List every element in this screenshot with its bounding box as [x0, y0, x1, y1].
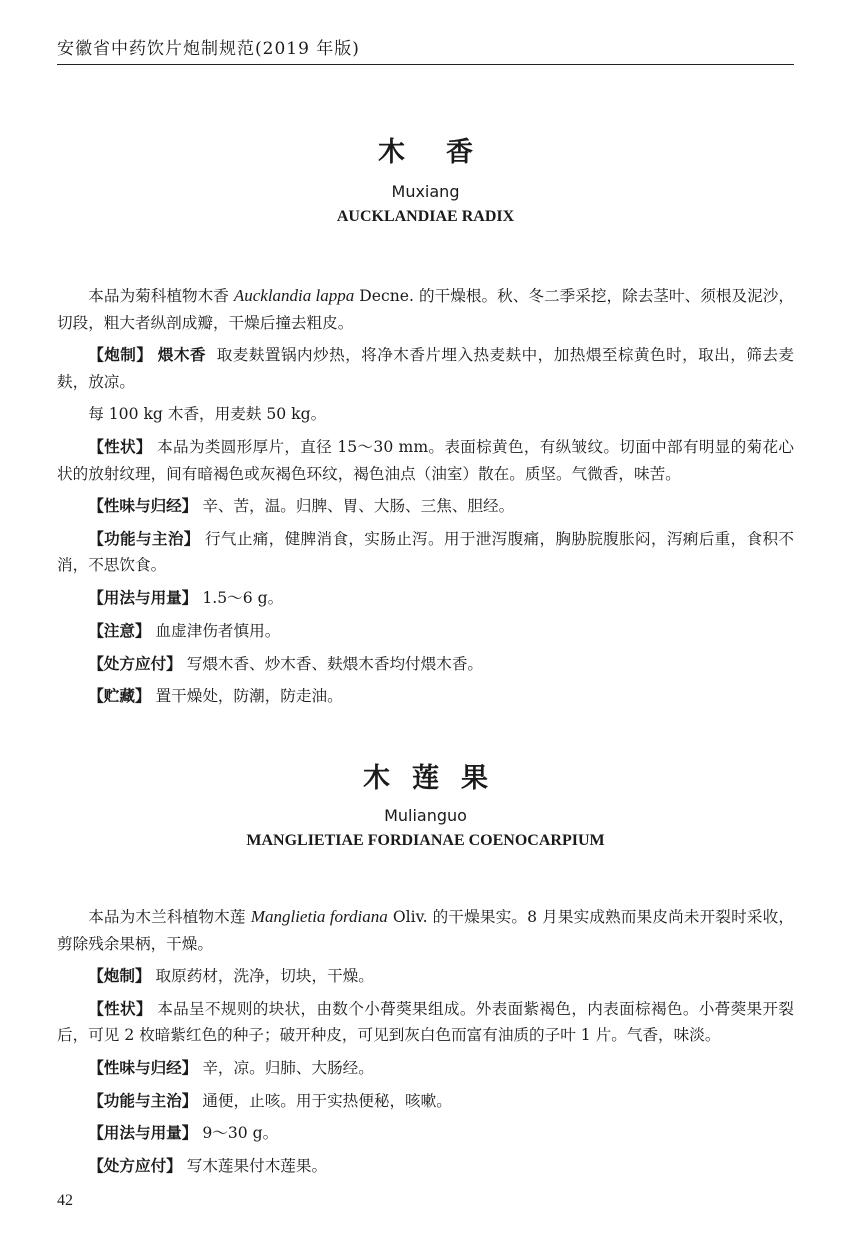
section-label: 【贮藏】 [88, 687, 151, 706]
section-text: 通便，止咳。用于实热便秘，咳嗽。 [202, 1091, 452, 1110]
section-label: 【处方应付】 [88, 1157, 182, 1176]
section-zhuyi [57, 618, 794, 645]
section-chufang [57, 651, 794, 678]
section-xingwei [57, 493, 794, 520]
section-label: 【注意】 [88, 621, 151, 640]
title-char: 木 [363, 763, 390, 794]
species-name: Manglietia fordiana [250, 907, 388, 926]
section-text: 取原药材，洗净，切块，干燥。 [155, 967, 374, 986]
section-label: 【处方应付】 [88, 654, 182, 673]
entry-latin-name: AUCKLANDIAE RADIX [336, 208, 515, 225]
header-rule [57, 64, 794, 65]
section-label: 【功能与主治】 [88, 529, 200, 548]
section-text: 写煨木香、炒木香、麸煨木香均付煨木香。 [186, 654, 484, 673]
section-xingwei [57, 1055, 794, 1082]
entry-body-muxiang [57, 283, 794, 710]
entry-title-muxiang [0, 130, 851, 169]
section-xingzhuang [57, 996, 794, 1049]
section-label: 【炮制】 [88, 967, 151, 986]
section-label: 【功能与主治】 [88, 1091, 198, 1110]
title-char: 莲 [412, 763, 439, 794]
section-paozhi [57, 342, 794, 395]
section-gongneng [57, 526, 794, 579]
section-paozhi [57, 963, 794, 990]
section-text: 辛，凉。归肺、大肠经。 [202, 1059, 374, 1078]
section-zhucang [57, 683, 794, 710]
entry-pinyin: Mulianguo [384, 806, 467, 825]
title-char: 香 [446, 137, 473, 168]
section-yongfa [57, 1120, 794, 1147]
section-text: 每 100 kg 木香，用麦麸 50 kg。 [88, 405, 327, 424]
section-yongfa [57, 585, 794, 612]
section-label: 【性味与归经】 [88, 1059, 198, 1078]
section-text: 置干燥处，防潮，防走油。 [155, 687, 343, 706]
section-chufang [57, 1153, 794, 1180]
section-label: 【性状】 [88, 438, 152, 457]
title-char: 果 [461, 763, 488, 794]
section-label: 【用法与用量】 [88, 589, 198, 608]
entry-pinyin: Muxiang [391, 182, 460, 201]
section-label: 【性状】 [88, 999, 152, 1018]
section-label: 【炮制】 [88, 346, 153, 365]
section-text: 辛、苦，温。归脾、胃、大肠、三焦、胆经。 [202, 497, 515, 516]
running-header: 安徽省中药饮片炮制规范(2019 年版) [57, 39, 360, 59]
entry-body-mulianguo [57, 904, 794, 1180]
section-text: 1.5～6 g。 [202, 589, 284, 608]
page-number: 42 [57, 1192, 73, 1209]
intro-paragraph: 本品为木兰科植物木莲 Manglietia fordiana Oliv. 的干燥果实。8 月果实成熟而果皮尚未开裂时采收，剪除残余果柄，干燥。 [57, 907, 794, 953]
section-text: 行气止痛，健脾消食，实肠止泻。用于泄泻腹痛，胸胁脘腹胀闷，泻痢后重，食积不消，不思饮食。 [57, 529, 794, 575]
section-text: 血虚津伤者慎用。 [155, 621, 281, 640]
section-xingzhuang [57, 434, 794, 487]
section-text: 本品呈不规则的块状，由数个小蓇葖果组成。外表面紫褐色，内表面棕褐色。小蓇葖果开裂后，可见 2 枚暗紫红色的种子；破开种皮，可见到灰白色而富有油质的子叶 1 片。气香，味淡。 [57, 999, 794, 1045]
section-label: 【用法与用量】 [88, 1124, 198, 1143]
section-label: 【性味与归经】 [88, 497, 198, 516]
intro-paragraph: 本品为菊科植物木香 Aucklandia lappa Decne. 的干燥根。秋、冬二季采挖，除去茎叶、须根及泥沙，切段，粗大者纵剖成瓣，干燥后撞去粗皮。 [57, 286, 794, 332]
species-name: Aucklandia lappa [233, 286, 355, 305]
section-text: 取麦麸置锅内炒热，将净木香片埋入热麦麸中，加热煨至棕黄色时，取出，筛去麦麸，放凉。 [57, 346, 794, 391]
section-text: 9～30 g。 [202, 1124, 279, 1143]
title-char: 木 [378, 137, 405, 168]
section-sublabel: 煨木香 [157, 346, 206, 365]
section-text: 本品为类圆形厚片，直径 15～30 mm。表面棕黄色，有纵皱纹。切面中部有明显的菊花心状的放射纹理，间有暗褐色或灰褐色环纹，褐色油点（油室）散在。质坚。气微香，味苦。 [57, 438, 794, 483]
section-gongneng [57, 1088, 794, 1115]
entry-latin-name: MANGLIETIAE FORDIANAE COENOCARPIUM [246, 832, 605, 849]
section-text: 写木莲果付木莲果。 [186, 1157, 328, 1176]
entry-title-mulianguo [0, 756, 851, 795]
section-ratio [57, 401, 794, 428]
